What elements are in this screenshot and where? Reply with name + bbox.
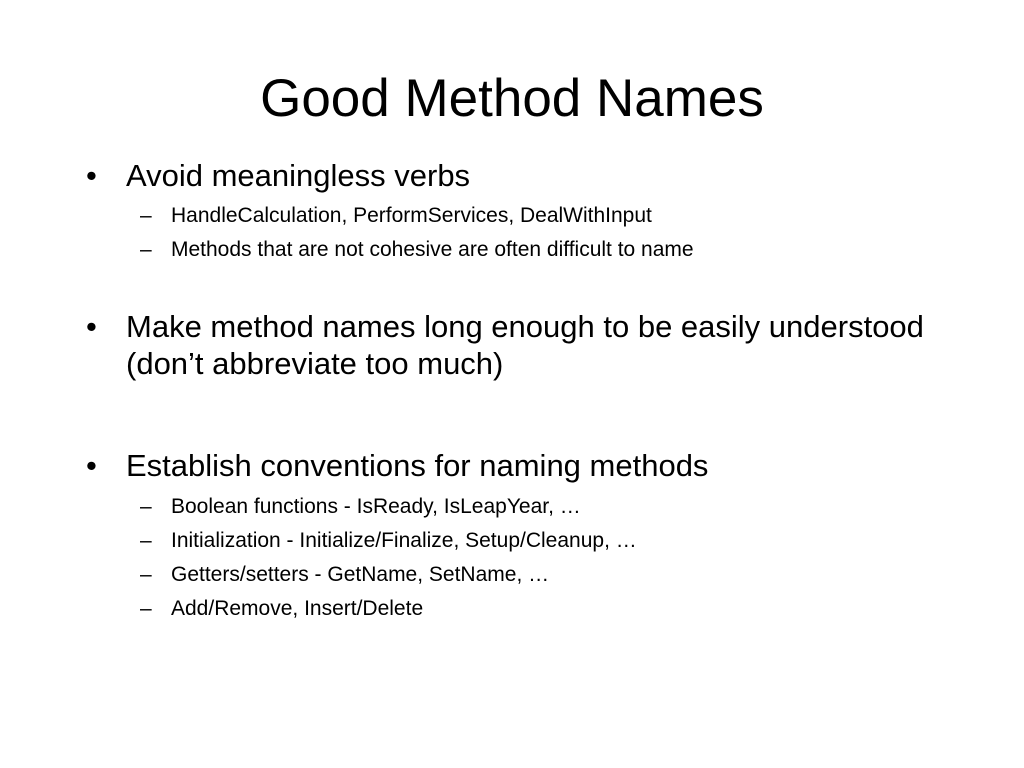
sub-bullet-item xyxy=(140,236,960,263)
sub-bullet-item xyxy=(140,595,960,622)
sub-bullet-text: Boolean functions - IsReady, IsLeapYear, … xyxy=(171,495,581,518)
sub-bullet-text: Add/Remove, Insert/Delete xyxy=(171,597,424,620)
dash-icon: – xyxy=(140,204,152,227)
bullet-item xyxy=(86,447,946,484)
bullet-item xyxy=(86,157,946,194)
sub-bullet-text: Methods that are not cohesive are often difficult to name xyxy=(171,238,694,261)
dash-icon: – xyxy=(140,597,152,620)
dash-icon: – xyxy=(140,563,152,586)
dash-icon: – xyxy=(140,529,152,552)
sub-bullet-text: Getters/setters - GetName, SetName, … xyxy=(171,563,550,586)
sub-bullet-item xyxy=(140,561,960,588)
bullet-item xyxy=(86,308,946,382)
sub-bullet-item xyxy=(140,527,960,554)
sub-bullet-text: Initialization - Initialize/Finalize, Setup/Cleanup, … xyxy=(171,529,637,552)
sub-bullet-item xyxy=(140,202,960,229)
dash-icon: – xyxy=(140,495,152,518)
sub-bullet-item xyxy=(140,493,960,520)
sub-bullet-text: HandleCalculation, PerformServices, DealWithInput xyxy=(171,204,652,227)
slide-title: Good Method Names xyxy=(260,69,764,128)
bullet-icon: • xyxy=(86,158,97,193)
dash-icon: – xyxy=(140,238,152,261)
bullet-text: Establish conventions for naming methods xyxy=(126,448,709,483)
bullet-icon: • xyxy=(86,448,97,483)
bullet-text: Avoid meaningless verbs xyxy=(126,158,471,193)
bullet-text: Make method names long enough to be easily understood (don’t abbreviate too much) xyxy=(126,309,924,381)
bullet-icon: • xyxy=(86,309,97,344)
